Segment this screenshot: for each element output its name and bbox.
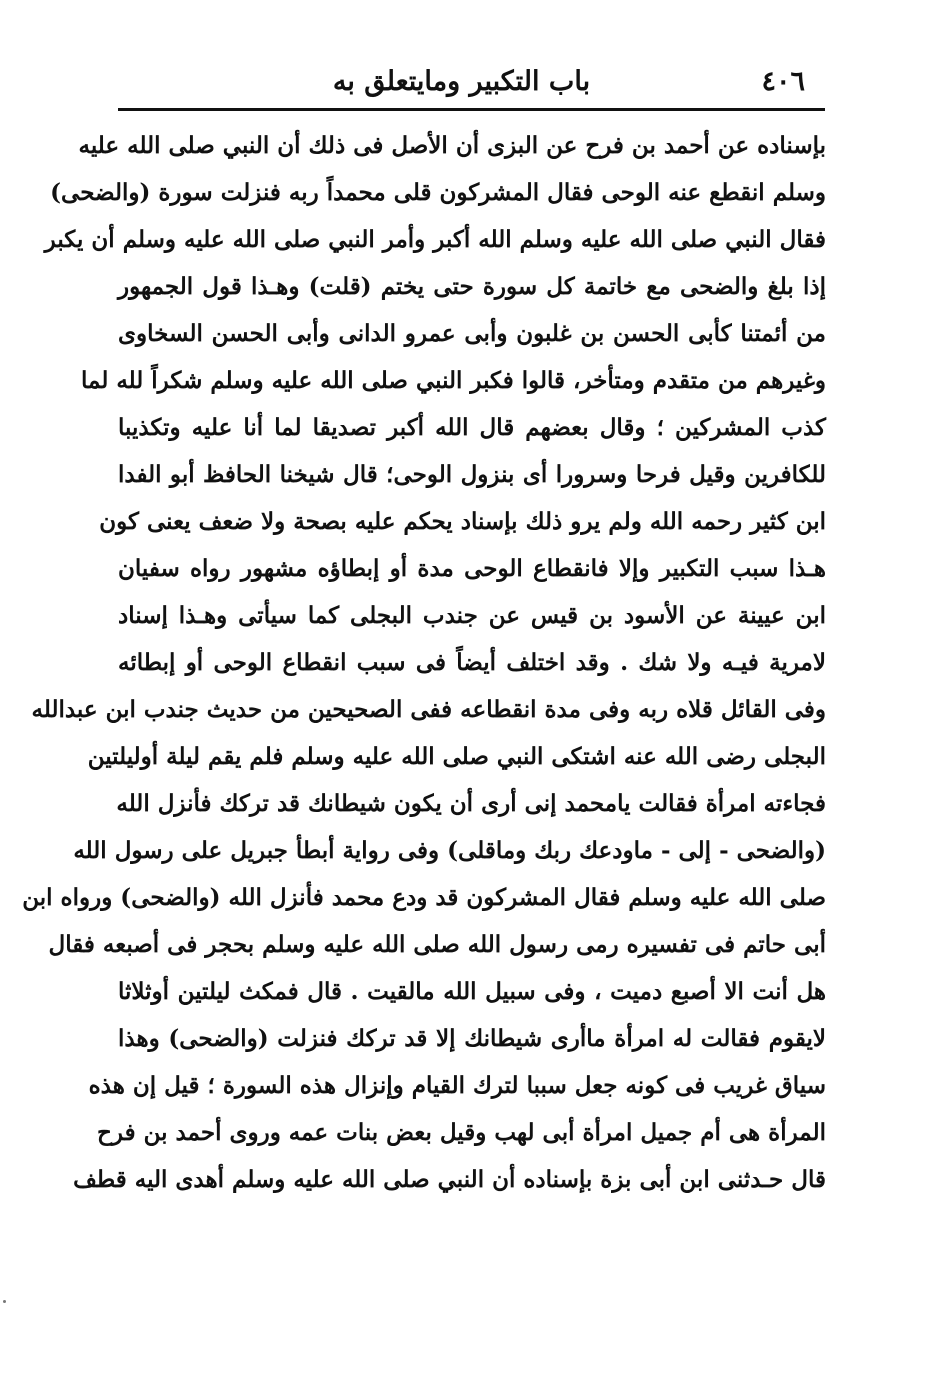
text-line: صلى الله عليه وسلم فقال المشركون قد ودع محمد فأنزل الله (والضحى) ورواه ابن	[22, 884, 826, 911]
body-text	[22, 122, 826, 1203]
text-line: فجاءته امرأة فقالت يامحمد إنى أرى أن يكون شيطانك قد تركك فأنزل الله	[116, 790, 826, 817]
chapter-title: باب التكبير ومايتعلق به	[332, 66, 591, 97]
page-number: ٤٠٦	[761, 66, 805, 97]
text-line: هـذا سبب التكبير وإلا فانقطاع الوحى مدة أو إبطاؤه مشهور رواه سفيان	[118, 555, 826, 582]
scan-speck	[3, 1300, 6, 1303]
text-line: بإسناده عن أحمد بن فرح عن البزى أن الأصل فى ذلك أن النبي صلى الله عليه	[78, 132, 826, 159]
text-line: المرأة هى أم جميل امرأة أبى لهب وقيل بعض بنات عمه وروى أحمد بن فرح	[97, 1119, 826, 1146]
text-line: كذب المشركين ؛ وقال بعضهم قال الله أكبر تصديقا لما أنا عليه وتكذيبا	[118, 414, 826, 441]
text-line: البجلى رضى الله عنه اشتكى النبي صلى الله عليه وسلم فلم يقم ليلة أوليلتين	[87, 743, 826, 770]
text-line: ابن كثير رحمه الله ولم يرو ذلك بإسناد يحكم عليه بصحة ولا ضعف يعنى كون	[99, 508, 826, 535]
text-line: وسلم انقطع عنه الوحى فقال المشركون قلى محمداً ربه فنزلت سورة (والضحى)	[50, 179, 826, 206]
text-line: لامرية فيـه ولا شك . وقد اختلف أيضاً فى سبب انقطاع الوحى أو إبطائه	[118, 649, 826, 676]
text-line: وفى القائل قلاه ربه وفى مدة انقطاعه ففى الصحيحين من حديث جندب ابن عبدالله	[31, 696, 826, 723]
text-line: لايقوم فقالت له امرأة ماأرى شيطانك إلا قد تركك فنزلت (والضحى) وهذا	[118, 1025, 826, 1052]
text-line: فقال النبي صلى الله عليه وسلم الله أكبر وأمر النبي صلى الله عليه وسلم أن يكبر	[44, 226, 826, 253]
text-line: من أئمتنا كأبى الحسن بن غلبون وأبى عمرو الدانى وأبى الحسن السخاوى	[118, 320, 826, 347]
text-line: (والضحى - إلى - ماودعك ربك وماقلى) وفى رواية أبطأ جبريل على رسول الله	[73, 837, 826, 864]
text-line: هل أنت الا أصبع دميت ، وفى سبيل الله مالقيت . قال فمكث ليلتين أوثلاثا	[118, 978, 826, 1005]
text-line: سياق غريب فى كونه جعل سببا لترك القيام وإنزال هذه السورة ؛ قيل إن هذه	[88, 1072, 826, 1099]
text-line: أبى حاتم فى تفسيره رمى رسول الله صلى الله عليه وسلم بحجر فى أصبعه فقال	[48, 931, 826, 958]
running-head	[118, 62, 805, 102]
text-line: قال حـدثنى ابن أبى بزة بإسناده أن النبي صلى الله عليه وسلم أهدى اليه قطف	[73, 1166, 826, 1193]
header-divider	[118, 108, 825, 111]
text-line: ابن عيينة عن الأسود بن قيس عن جندب البجلى كما سيأتى وهـذا إسناد	[118, 602, 826, 629]
text-line: إذا بلغ والضحى مع خاتمة كل سورة حتى يختم (قلت) وهـذا قول الجمهور	[118, 273, 826, 300]
text-line: للكافرين وقيل فرحا وسرورا أى بنزول الوحى؛ قال شيخنا الحافظ أبو الفدا	[118, 461, 826, 488]
text-line: وغيرهم من متقدم ومتأخر، قالوا فكبر النبي صلى الله عليه وسلم شكراً لله لما	[81, 367, 826, 394]
